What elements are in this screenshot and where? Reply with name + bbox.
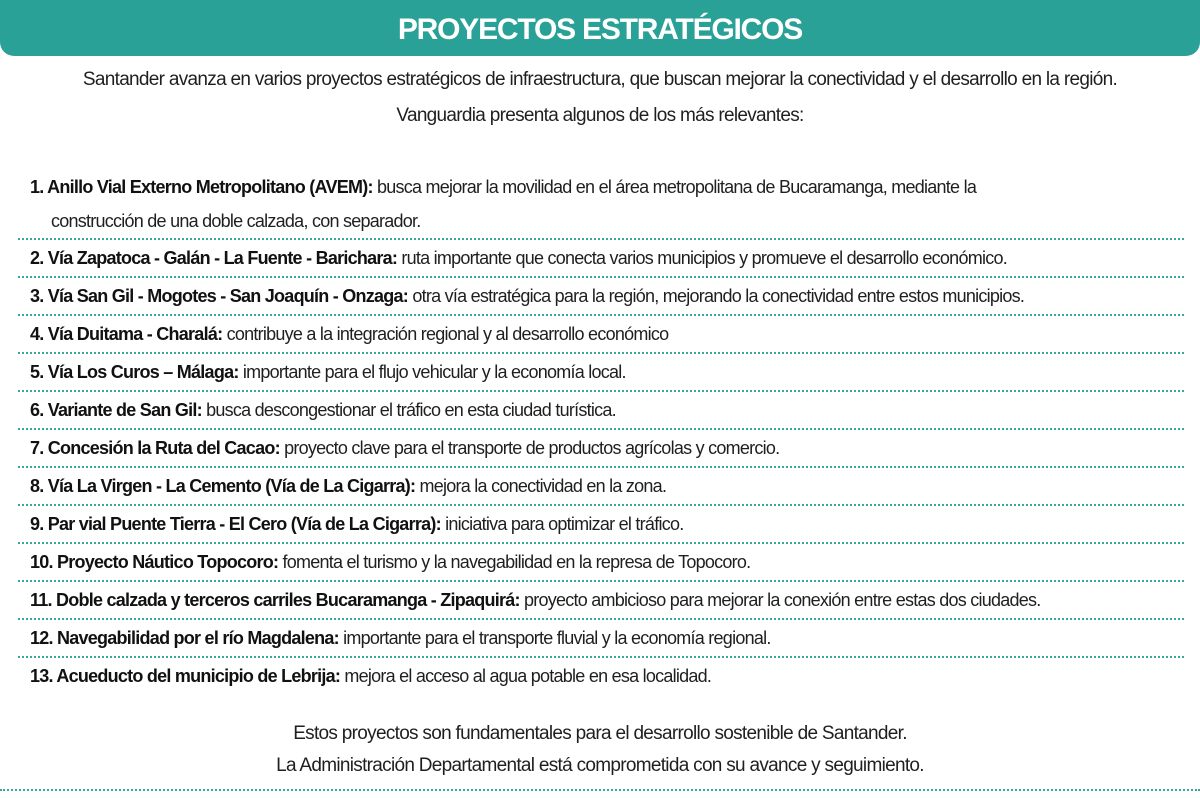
project-name: 9. Par vial Puente Tierra - El Cero (Vía de La Cigarra): [30, 514, 441, 534]
project-name: 1. Anillo Vial Externo Metropolitano (AVEM): [30, 177, 373, 197]
project-name: 11. Doble calzada y terceros carriles Bucaramanga - Zipaquirá: [30, 590, 520, 610]
project-name: 6. Variante de San Gil: [30, 400, 202, 420]
project-item-7 [18, 430, 1184, 468]
project-item-5 [18, 354, 1184, 392]
project-description: busca mejorar la movilidad en el área metropolitana de Bucaramanga, mediante la [372, 177, 977, 197]
project-item-11 [18, 582, 1184, 620]
project-description: importante para el transporte fluvial y la economía regional. [338, 628, 771, 648]
project-description: mejora la conectividad en la zona. [415, 476, 667, 496]
intro-text-line-2: Vanguardia presenta algunos de los más relevantes: [396, 105, 804, 126]
project-name: 7. Concesión la Ruta del Cacao: [30, 438, 280, 458]
project-name: 4. Vía Duitama - Charalá: [30, 324, 223, 344]
bottom-divider [0, 789, 1200, 791]
project-item-2 [18, 240, 1184, 278]
project-description: ruta importante que conecta varios municipios y promueve el desarrollo económico. [397, 248, 1007, 268]
project-description: contribuye a la integración regional y al desarrollo económico [222, 324, 669, 344]
project-item-3 [18, 278, 1184, 316]
project-item-8 [18, 468, 1184, 506]
project-description: busca descongestionar el tráfico en esta ciudad turística. [201, 400, 616, 420]
project-name: 8. Vía La Virgen - La Cemento (Vía de La Cigarra): [30, 476, 416, 496]
project-description: fomenta el turismo y la navegabilidad en la represa de Topocoro. [278, 552, 751, 572]
project-name: 5. Vía Los Curos – Málaga: [30, 362, 239, 382]
project-description: importante para el flujo vehicular y la economía local. [238, 362, 626, 382]
project-description: iniciativa para optimizar el tráfico. [440, 514, 684, 534]
project-name: 13. Acueducto del municipio de Lebrija: [30, 666, 341, 686]
project-list [18, 170, 1184, 694]
project-item-9 [18, 506, 1184, 544]
project-item-1 [18, 170, 1184, 240]
project-name: 10. Proyecto Náutico Topocoro: [30, 552, 279, 572]
project-description: otra vía estratégica para la región, mejorando la conectividad entre estos municipios. [408, 286, 1025, 306]
project-description: proyecto ambicioso para mejorar la conexión entre estas dos ciudades. [519, 590, 1041, 610]
project-item-4 [18, 316, 1184, 354]
project-description-continued: construcción de una doble calzada, con separador. [51, 211, 421, 231]
closing-text-line-2: La Administración Departamental está comprometida con su avance y seguimiento. [276, 755, 924, 776]
intro-text-line-1: Santander avanza en varios proyectos estratégicos de infraestructura, que buscan mejorar la conectividad y el desarrollo en la región. [82, 69, 1118, 90]
project-item-13 [18, 658, 1184, 694]
project-name: 12. Navegabilidad por el río Magdalena: [30, 628, 339, 648]
project-description: mejora el acceso al agua potable en esa localidad. [340, 666, 712, 686]
project-description: proyecto clave para el transporte de productos agrícolas y comercio. [279, 438, 780, 458]
project-item-6 [18, 392, 1184, 430]
project-item-10 [18, 544, 1184, 582]
project-name: 3. Vía San Gil - Mogotes - San Joaquín - Onzaga: [30, 286, 409, 306]
page-title: PROYECTOS ESTRATÉGICOS [397, 13, 803, 46]
closing-text-line-1: Estos proyectos son fundamentales para el desarrollo sostenible de Santander. [293, 723, 907, 744]
project-item-12 [18, 620, 1184, 658]
project-name: 2. Vía Zapatoca - Galán - La Fuente - Barichara: [30, 248, 398, 268]
